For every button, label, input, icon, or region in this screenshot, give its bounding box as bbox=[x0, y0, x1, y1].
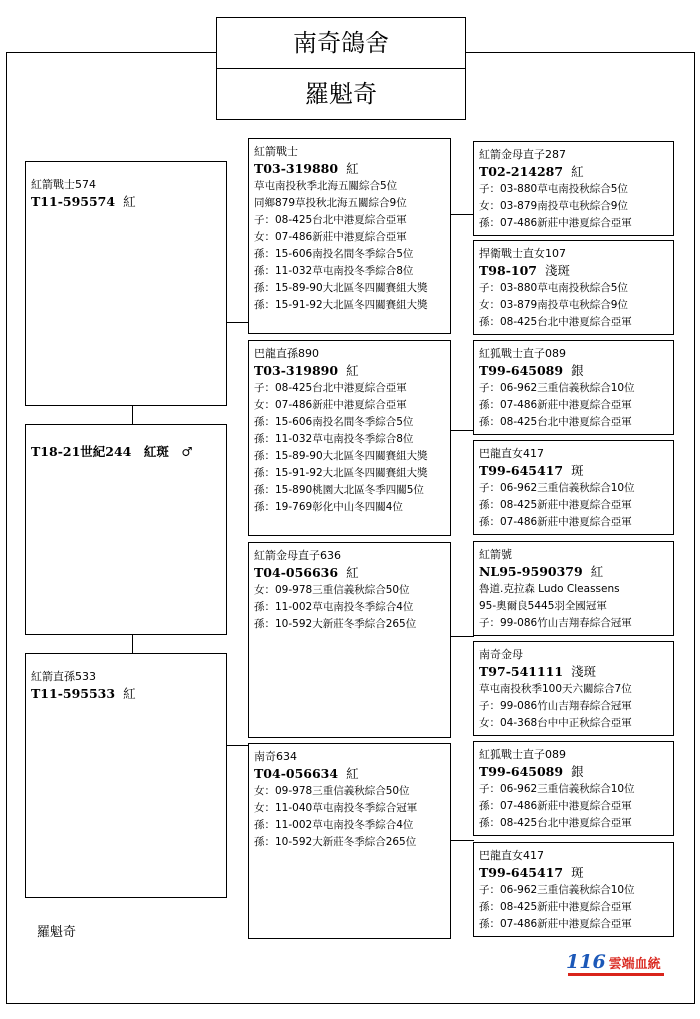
gen4-color: 紅 bbox=[590, 564, 604, 579]
gen3-reg bbox=[254, 765, 445, 783]
gen3-box-1 bbox=[248, 138, 451, 334]
achievement-line: 孫：07-486新莊中港夏綜合亞軍 bbox=[479, 399, 632, 411]
sire-reg bbox=[31, 193, 221, 211]
gen3-achievements bbox=[254, 380, 445, 516]
gen4-achievements bbox=[479, 882, 668, 933]
gen3-reg-number: T04-056634 bbox=[254, 766, 339, 781]
gen4-name: 捍衛戰士直女107 bbox=[479, 247, 566, 260]
gen4-color: 銀 bbox=[571, 764, 584, 779]
gen3-box-4 bbox=[248, 743, 451, 939]
gen3-achievements bbox=[254, 783, 445, 851]
achievement-line: 孫：11-032草屯南投冬季綜合8位 bbox=[254, 265, 414, 277]
gen4-reg-number: T99-645089 bbox=[479, 363, 564, 378]
achievement-line: 子：06-962三重信義秋綜合10位 bbox=[479, 482, 635, 494]
gen4-reg-number: NL95-9590379 bbox=[479, 564, 583, 579]
gen4-reg-number: T99-645417 bbox=[479, 865, 564, 880]
logo-number: 116 bbox=[566, 951, 606, 973]
connector-gen3-1 bbox=[450, 214, 474, 215]
gen3-name: 紅箭金母直子636 bbox=[254, 549, 341, 562]
gen3-name: 南奇634 bbox=[254, 750, 297, 763]
connector-sire-subject bbox=[132, 405, 133, 425]
achievement-line: 孫：15-606南投名間冬季綜合5位 bbox=[254, 416, 414, 428]
achievement-line: 孫：08-425台北中港夏綜合亞軍 bbox=[479, 316, 632, 328]
gen3-box-3 bbox=[248, 542, 451, 738]
achievement-line: 孫：08-425台北中港夏綜合亞軍 bbox=[479, 416, 632, 428]
gen3-achievements bbox=[254, 582, 445, 633]
loft-name-title: 南奇鴿舍 bbox=[216, 17, 466, 69]
achievement-line: 女：09-978三重信義秋綜合50位 bbox=[254, 785, 410, 797]
achievement-line: 孫：07-486新莊中港夏綜合亞軍 bbox=[479, 918, 632, 930]
footer-pigeon-name: 羅魁奇 bbox=[37, 925, 77, 940]
gen3-reg-number: T04-056636 bbox=[254, 565, 339, 580]
gen4-name: 巴龍直女417 bbox=[479, 447, 544, 460]
logo bbox=[566, 951, 676, 979]
gen4-reg bbox=[479, 864, 668, 882]
achievement-line: 魯道.克拉森 Ludo Cleassens bbox=[479, 583, 620, 595]
gen3-color: 紅 bbox=[346, 161, 359, 176]
achievement-line: 孫：10-592大新莊冬季綜合265位 bbox=[254, 618, 417, 630]
gen3-color: 紅 bbox=[346, 363, 359, 378]
achievement-line: 女：03-879南投草屯秋綜合9位 bbox=[479, 299, 628, 311]
achievement-line: 孫：15-890桃園大北區冬季四關5位 bbox=[254, 484, 424, 496]
gen4-color: 斑 bbox=[571, 463, 584, 478]
gen4-reg bbox=[479, 663, 668, 681]
achievement-line: 子：08-425台北中港夏綜合亞軍 bbox=[254, 382, 407, 394]
gen4-reg-number: T97-541111 bbox=[479, 664, 564, 679]
sire-color: 紅 bbox=[123, 194, 136, 209]
achievement-line: 孫：11-002草屯南投冬季綜合4位 bbox=[254, 601, 414, 613]
achievement-line: 女：07-486新莊中港夏綜合亞軍 bbox=[254, 399, 407, 411]
achievement-line: 孫：15-606南投名間冬季綜合5位 bbox=[254, 248, 414, 260]
gen4-color: 紅 bbox=[571, 164, 584, 179]
logo-text: 雲端血統 bbox=[608, 957, 661, 972]
gen4-achievements bbox=[479, 280, 668, 331]
achievement-line: 子：03-880草屯南投秋綜合5位 bbox=[479, 183, 628, 195]
connector-gen3-3 bbox=[450, 636, 474, 637]
achievement-line: 孫：07-486新莊中港夏綜合亞軍 bbox=[479, 217, 632, 229]
gen4-reg bbox=[479, 163, 668, 181]
achievement-line: 95-奧爾良5445羽全國冠軍 bbox=[479, 600, 607, 612]
gen3-name: 巴龍直孫890 bbox=[254, 347, 319, 360]
gen3-achievements bbox=[254, 178, 445, 314]
gen4-box-4 bbox=[473, 440, 674, 535]
gen4-name: 南奇金母 bbox=[479, 648, 523, 661]
dam-reg-number: T11-595533 bbox=[31, 686, 116, 701]
achievement-line: 子：99-086竹山吉翔春綜合冠軍 bbox=[479, 617, 632, 629]
gen4-color: 淺斑 bbox=[571, 664, 597, 679]
subject-box bbox=[25, 424, 227, 635]
gen3-name: 紅箭戰士 bbox=[254, 145, 298, 158]
achievement-line: 孫：08-425台北中港夏綜合亞軍 bbox=[479, 817, 632, 829]
achievement-line: 孫：15-89-90大北區冬四關賽組大獎 bbox=[254, 450, 428, 462]
achievement-line: 孫：11-002草屯南投冬季綜合4位 bbox=[254, 819, 414, 831]
gen4-box-3 bbox=[473, 340, 674, 435]
achievement-line: 同鄉879草投秋北海五關綜合9位 bbox=[254, 197, 407, 209]
achievement-line: 女：03-879南投草屯秋綜合9位 bbox=[479, 200, 628, 212]
gen4-name: 巴龍直女417 bbox=[479, 849, 544, 862]
gen4-achievements bbox=[479, 781, 668, 832]
connector-subject-dam bbox=[132, 634, 133, 654]
gen4-reg-number: T99-645089 bbox=[479, 764, 564, 779]
gen4-color: 淺斑 bbox=[544, 263, 570, 278]
gen4-box-6 bbox=[473, 641, 674, 736]
subject-info: T18-21世紀244 紅斑 ♂ bbox=[31, 444, 193, 459]
achievement-line: 孫：07-486新莊中港夏綜合亞軍 bbox=[479, 516, 632, 528]
achievement-line: 孫：10-592大新莊冬季綜合265位 bbox=[254, 836, 417, 848]
gen4-box-5 bbox=[473, 541, 674, 636]
gen3-reg-number: T03-319890 bbox=[254, 363, 339, 378]
achievement-line: 子：08-425台北中港夏綜合亞軍 bbox=[254, 214, 407, 226]
achievement-line: 女：04-368台中中正秋綜合亞軍 bbox=[479, 717, 632, 729]
pigeon-name-title: 羅魁奇 bbox=[216, 68, 466, 120]
sire-reg-number: T11-595574 bbox=[31, 194, 116, 209]
achievement-line: 孫：08-425新莊中港夏綜合亞軍 bbox=[479, 901, 632, 913]
achievement-line: 子：06-962三重信義秋綜合10位 bbox=[479, 783, 635, 795]
sire-box bbox=[25, 161, 227, 406]
gen3-box-2 bbox=[248, 340, 451, 536]
gen3-reg bbox=[254, 564, 445, 582]
connector-gen3-2 bbox=[450, 430, 474, 431]
achievement-line: 孫：11-032草屯南投冬季綜合8位 bbox=[254, 433, 414, 445]
gen4-achievements bbox=[479, 480, 668, 531]
achievement-line: 子：03-880草屯南投秋綜合5位 bbox=[479, 282, 628, 294]
achievement-line: 女：09-978三重信義秋綜合50位 bbox=[254, 584, 410, 596]
gen4-reg-number: T02-214287 bbox=[479, 164, 564, 179]
gen4-name: 紅狐戰士直子089 bbox=[479, 748, 566, 761]
gen4-color: 斑 bbox=[571, 865, 584, 880]
dam-color: 紅 bbox=[123, 686, 136, 701]
achievement-line: 女：07-486新莊中港夏綜合亞軍 bbox=[254, 231, 407, 243]
gen4-reg-number: T99-645417 bbox=[479, 463, 564, 478]
gen3-reg bbox=[254, 362, 445, 380]
gen4-reg bbox=[479, 462, 668, 480]
gen4-reg bbox=[479, 563, 668, 581]
gen4-box-7 bbox=[473, 741, 674, 836]
gen4-achievements bbox=[479, 181, 668, 232]
dam-name: 紅箭直孫533 bbox=[31, 670, 96, 683]
achievement-line: 子：06-962三重信義秋綜合10位 bbox=[479, 382, 635, 394]
achievement-line: 子：06-962三重信義秋綜合10位 bbox=[479, 884, 635, 896]
gen4-achievements bbox=[479, 681, 668, 732]
gen4-box-1 bbox=[473, 141, 674, 236]
achievement-line: 孫：19-769彰化中山冬四關4位 bbox=[254, 501, 403, 513]
gen4-reg bbox=[479, 262, 668, 280]
achievement-line: 孫：07-486新莊中港夏綜合亞軍 bbox=[479, 800, 632, 812]
connector-gen3-4 bbox=[450, 840, 474, 841]
gen4-box-8 bbox=[473, 842, 674, 937]
sire-name: 紅箭戰士574 bbox=[31, 178, 96, 191]
dam-box bbox=[25, 653, 227, 898]
achievement-line: 孫：15-91-92大北區冬四關賽組大獎 bbox=[254, 467, 428, 479]
gen4-reg-number: T98-107 bbox=[479, 263, 537, 278]
gen4-achievements bbox=[479, 581, 668, 632]
gen4-color: 銀 bbox=[571, 363, 584, 378]
gen4-achievements bbox=[479, 380, 668, 431]
achievement-line: 草屯南投秋季北海五關綜合5位 bbox=[254, 180, 398, 192]
achievement-line: 孫：15-91-92大北區冬四關賽組大獎 bbox=[254, 299, 428, 311]
connector-dam-gen3 bbox=[226, 745, 249, 746]
gen3-color: 紅 bbox=[346, 766, 359, 781]
achievement-line: 草屯南投秋季100天六關綜合7位 bbox=[479, 683, 632, 695]
gen3-reg-number: T03-319880 bbox=[254, 161, 339, 176]
gen3-color: 紅 bbox=[346, 565, 359, 580]
gen4-box-2 bbox=[473, 240, 674, 335]
dam-reg bbox=[31, 685, 221, 703]
achievement-line: 女：11-040草屯南投冬季綜合冠軍 bbox=[254, 802, 418, 814]
gen4-name: 紅箭號 bbox=[479, 548, 512, 561]
gen4-name: 紅狐戰士直子089 bbox=[479, 347, 566, 360]
gen4-reg bbox=[479, 763, 668, 781]
achievement-line: 子：99-086竹山吉翔春綜合冠軍 bbox=[479, 700, 632, 712]
gen3-reg bbox=[254, 160, 445, 178]
achievement-line: 孫：15-89-90大北區冬四關賽組大獎 bbox=[254, 282, 428, 294]
gen4-reg bbox=[479, 362, 668, 380]
logo-underline bbox=[568, 973, 664, 976]
gen4-name: 紅箭金母直子287 bbox=[479, 148, 566, 161]
achievement-line: 孫：08-425新莊中港夏綜合亞軍 bbox=[479, 499, 632, 511]
connector-sire-gen3 bbox=[226, 322, 249, 323]
